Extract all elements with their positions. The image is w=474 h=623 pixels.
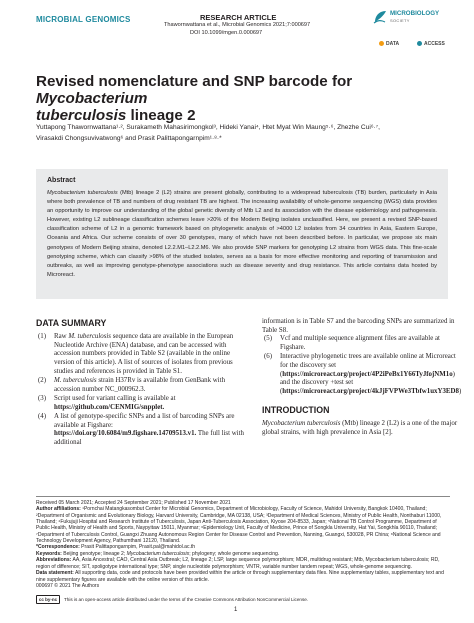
open-data-badge[interactable] bbox=[379, 41, 399, 47]
author-list bbox=[36, 122, 456, 144]
list-number: (6) bbox=[264, 353, 273, 361]
page-header bbox=[0, 0, 474, 60]
keywords-label: Keywords: bbox=[36, 550, 62, 557]
data-summary-continued: information is in Table S7 and the barcoding SNPs are summarized in Table S8. bbox=[262, 318, 455, 334]
article-id-line: 000697 © 2021 The Authors bbox=[36, 582, 100, 589]
keywords bbox=[36, 551, 450, 557]
item-italic: M. tuberculosis bbox=[54, 377, 97, 385]
affiliations-text: ¹Pornchai Matangkasombut Center for Microbial Genomics, Department of Microbiology, Faculty of Science, Mahidol University, Bangkok 10400, Thailand; ²Department of Organismic and Evolutionary Biology, Harvard University, Cambridge, MA 02138, USA; ³Department of Medical Sciences, Ministry of Public Health, Nonthaburi 11000, Thailand; ⁴Fukujuji Hospital and Research Institute of Tuberculosis, Japan Anti-Tuberculosis Association, Kiyose 204-8533, Japan; ⁵National TB Control Programme, Department of Public Health, Ministry of Health and Sports, Naypyitaw 15011, Myanmar; ⁶Epidemiology Unit, Faculty of Medicine, Prince of Songkla University, Hat Yai, Songkhla 90110, Thailand; ⁷Department of Tuberculosis Control, Guangxi Zhuang Autonomous Region Center for Disease Control and Prevention, Nanning, Guangxi, 530028, PR China; ⁸National Science and Technology Development Agency, Pathumthani 12120, Thailand. bbox=[36, 506, 442, 544]
footnotes bbox=[36, 496, 450, 589]
authors-line1: Yuttapong Thawornwattana¹·², Surakameth Mahasirimongkol³, Hideki Yanai⁴, Htet Myat Win Maung⁵·⁶, Zhezhe Cui⁶·⁷, bbox=[36, 124, 380, 131]
logo-line1: MICROBIOLOGY bbox=[390, 10, 440, 17]
page-number: 1 bbox=[234, 607, 238, 613]
intro-italic: Mycobacterium tuberculosis bbox=[262, 419, 341, 427]
item-text: Interactive phylogenetic trees are available online at Microreact for the discovery set ( bbox=[280, 353, 456, 378]
doi-link[interactable]: DOI 10.1099/mgen.0.000697 bbox=[190, 30, 263, 36]
license-bar bbox=[36, 595, 450, 605]
item-text: Vcf and multiple sequence alignment files are available at Figshare. bbox=[280, 335, 440, 352]
list-item bbox=[36, 413, 247, 448]
list-item bbox=[36, 377, 247, 394]
list-item bbox=[262, 335, 462, 352]
open-data-label: DATA bbox=[386, 41, 400, 47]
microbe-logo-icon bbox=[372, 9, 388, 25]
article-type: RESEARCH ARTICLE bbox=[200, 13, 277, 22]
abstract-box bbox=[36, 169, 448, 299]
list-number: (4) bbox=[38, 412, 47, 420]
data-statement bbox=[36, 570, 450, 583]
data-summary-heading: DATA SUMMARY bbox=[36, 318, 107, 328]
affiliations-label: Author affiliations: bbox=[36, 506, 81, 513]
correspondence-label: *Correspondence: bbox=[36, 544, 80, 551]
list-item bbox=[36, 395, 247, 412]
open-access-badge[interactable] bbox=[417, 41, 445, 47]
logo-line2: SOCIETY bbox=[390, 17, 410, 23]
open-data-icon bbox=[379, 41, 384, 46]
data-statement-label: Data statement: bbox=[36, 570, 74, 577]
authors-line2: Virasakdi Chongsuvivatwong⁶ and Prasit Palittapongarnpim¹·⁸·* bbox=[36, 135, 222, 142]
microbiology-society-logo[interactable] bbox=[372, 8, 452, 30]
item-text-pre: Raw bbox=[54, 333, 69, 340]
item-text-pre: Script used for variant calling is available at bbox=[54, 394, 176, 402]
github-link[interactable]: https://github.com/CENMIG/snpplet. bbox=[54, 403, 165, 411]
intro-body: (Mtb) lineage 2 (L2) is a one of the major global strains, with high prevalence in Asia [2]. bbox=[262, 419, 458, 436]
title-plain: Revised nomenclature and SNP barcode for bbox=[36, 73, 353, 90]
abstract-body: (Mtb) lineage 2 (L2) strains are present globally, contributing to a widespread tuberculosis (TB) burden, particularly in Asia where both prevalence of TB and numbers of drug resistant TB are highest. The increasing availability of whole-genome sequencing (WGS) data provides an opportunity to improve our understanding of the global genetic diversity of Mtb L2 and its association with the disease epidemiology and pathogenesis. However, existing L2 sublineage classification schemes leave >20% of the Modern Beijing isolates unclassified. Here, we present a revised SNP-based classification scheme of L2 in a genomic framework based on phylogenetic analysis of >4000 L2 isolates from 34 countries in Asia, Eastern Europe, Oceania and Africa. Our scheme consists of over 30 genotypes, many of which have not been described before. In particular, we propose six main genotypes of Modern Beijing strains, denoted L2.2.M1–L2.2.M6. We also provide SNP markers for genotyping L2 strains from WGS data. This fine-scale genotyping scheme, which can classify >98% of the studied isolates, serves as a basis for more effective monitoring and reporting of transmission and outbreaks, as well as improving genotype-phenotype associations such as disease severity and drug resistance. This article contains data hosted by Microreact. bbox=[47, 190, 437, 278]
open-access-icon bbox=[417, 41, 422, 46]
figshare-link[interactable]: https://doi.org/10.6084/m9.figshare.14709513.v1. bbox=[54, 430, 197, 438]
received-dates: Received 05 March 2021; Accepted 24 September 2021; Published 17 November 2021 bbox=[36, 500, 231, 506]
introduction-heading: INTRODUCTION bbox=[262, 404, 330, 415]
title-italic-genus: Mycobacterium bbox=[36, 90, 148, 107]
microreact-test-link[interactable]: https://microreact.org/project/4kJjFVPWe3Tbfw1uxY3ED8 bbox=[282, 388, 459, 396]
license-text: This is an open-access article distributed under the terms of the Creative Commons Attribution NonCommercial License. bbox=[64, 596, 309, 602]
creative-commons-icon[interactable]: cc by-nc bbox=[36, 595, 60, 604]
citation: Thawornwattana et al., Microbial Genomics 2021;7:000697 bbox=[164, 22, 311, 28]
item-text-post: sequence data are available in the European Nucleotide Archive (ENA) database, and can be accessed with accession numbers provided in Table S2 (available in the online version of this article). A list of sources of isolates from previous studies and references is provided in Table S1. bbox=[54, 333, 234, 375]
data-summary-list bbox=[36, 333, 247, 448]
list-number: (2) bbox=[38, 377, 47, 385]
abbreviations-label: Abbreviations: bbox=[36, 557, 72, 564]
open-badges bbox=[379, 41, 459, 51]
title-tail: lineage 2 bbox=[126, 107, 196, 124]
correspondence-text[interactable]: Prasit Palittapongarnpim, Prasit.pal@mahidol.ac.th bbox=[79, 544, 196, 551]
list-item bbox=[262, 353, 462, 397]
open-access-label: ACCESS bbox=[424, 41, 445, 47]
item-text-mid: ) and the discovery +test set ( bbox=[280, 370, 455, 396]
article-title bbox=[36, 73, 446, 124]
item-text-end: ) bbox=[458, 388, 462, 396]
data-summary-list-continued bbox=[262, 335, 462, 396]
left-column bbox=[36, 318, 247, 448]
correspondence bbox=[36, 544, 450, 550]
list-number: (3) bbox=[38, 394, 47, 402]
keywords-italic: Mycobacterium tuberculosis bbox=[126, 550, 190, 557]
item-text-post: strain H37Rv is available from GenBank with accession number NC_000962.3. bbox=[54, 377, 226, 393]
keywords-post: ; phylogeny; whole genome sequencing. bbox=[189, 550, 280, 557]
abbreviations bbox=[36, 557, 450, 570]
abstract-italic-start: Mycobacterium tuberculosis bbox=[47, 190, 118, 196]
list-number: (1) bbox=[38, 333, 47, 340]
abstract-heading: Abstract bbox=[47, 177, 76, 184]
list-number: (5) bbox=[264, 335, 273, 343]
journal-name[interactable]: MICROBIAL GENOMICS bbox=[36, 15, 131, 24]
item-text-pre: A list of genotype-specific SNPs and a list of barcoding SNPs are available at Figshare: bbox=[54, 412, 235, 429]
author-affiliations bbox=[36, 506, 450, 544]
keywords-pre: Beijing genotype; lineage 2; bbox=[61, 550, 127, 557]
item-italic: M. tuberculosis bbox=[68, 333, 111, 340]
introduction-text bbox=[262, 420, 462, 437]
title-italic-species: tuberculosis bbox=[36, 107, 127, 124]
right-column bbox=[262, 318, 462, 437]
data-statement-text: All supporting data, code and protocols have been provided within the article or through supplementary data files. Nine supplementary tables, supplementary text and nine supplementary figures are available with the online version of this article. bbox=[36, 570, 444, 583]
list-item bbox=[36, 333, 247, 377]
logo-text bbox=[390, 11, 439, 24]
abbreviations-text: AA, Asia Ancestral; CAO, Central Asia Outbreak; L2, lineage 2; LSP, large sequence polymorphism; MDR, multidrug resistant; Mtb, Mycobacterium tuberculosis; RD, region of difference; SIT, spoligotype international type; SNP, single nucleotide polymorphism; VNTR, variable number tandem repeat; WGS, whole-genome sequencing. bbox=[36, 557, 440, 570]
item-text-post: The full list with additional bbox=[54, 430, 245, 446]
abstract-text bbox=[47, 189, 437, 280]
microreact-discovery-link[interactable]: https://microreact.org/project/4P2iPeBx1Y66TyJfojNM1o bbox=[282, 370, 453, 378]
